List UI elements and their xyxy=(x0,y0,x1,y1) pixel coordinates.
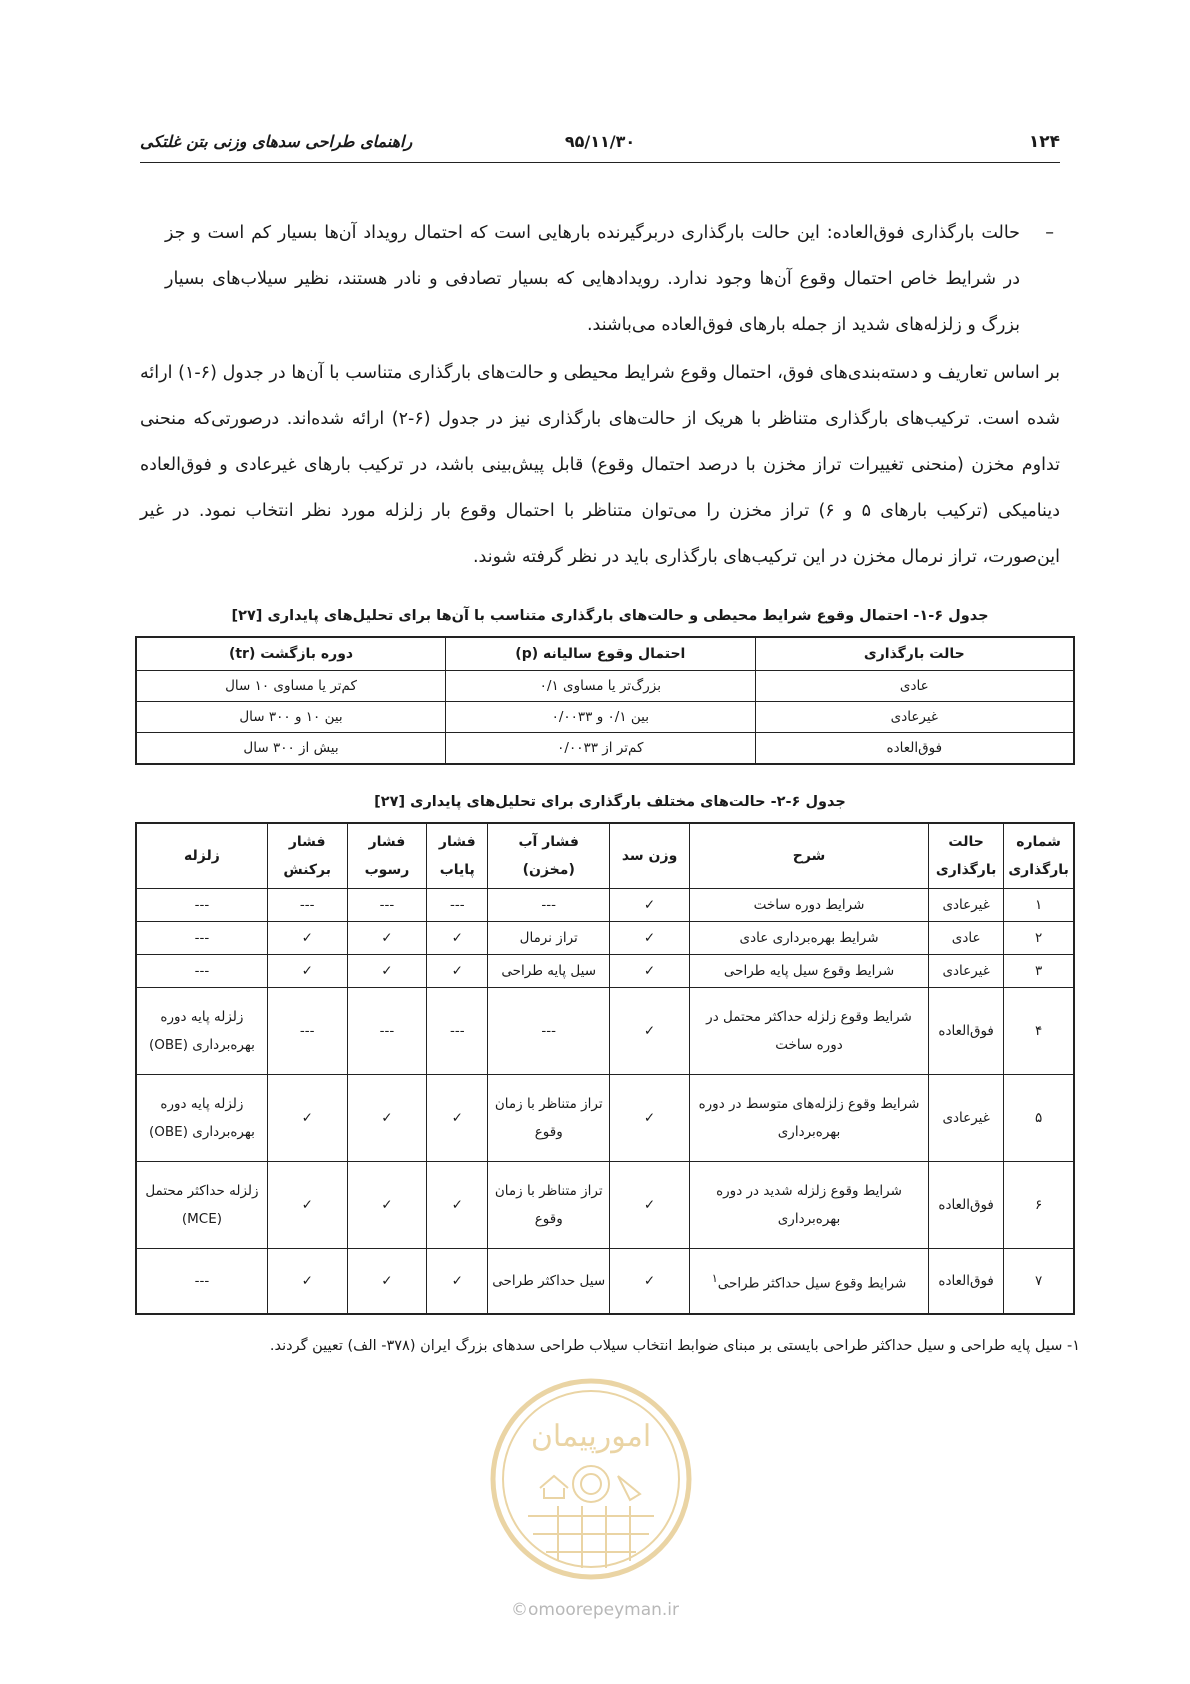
body-paragraph: بر اساس تعاریف و دسته‌بندی‌های فوق، احتمال وقوع شرایط محیطی و حالت‌های بارگذاری متناسب با آن‌ها در جدول (۶-۱) ارائه شده است. ترکیب‌های بارگذاری متناظر با هریک از حالت‌های بارگذاری نیز در جدول (۶-۲) ارائه شده‌اند. درصورتی‌که منحنی تداوم مخزن (منحنی تغییرات تراز مخزن با درصد احتمال وقوع) قابل پیش‌بینی باشد، در ترکیب بارهای غیرعادی و فوق‌العاده دینامیکی (ترکیب بارهای ۵ و ۶) تراز مخزن را می‌توان متناظر با احتمال وقوع بار زلزله مورد نظر انتخاب نمود. در غیر این‌صورت، تراز نرمال مخزن در این ترکیب‌های بارگذاری باید در نظر گرفته شوند. xyxy=(140,363,1061,567)
table2-header-row xyxy=(136,823,1074,889)
row7-description: شرایط وقوع سیل حداکثر طراحی xyxy=(717,1275,907,1292)
table-cell xyxy=(689,1249,928,1315)
table-cell: عادی xyxy=(755,671,1074,702)
table-cell: --- xyxy=(267,889,347,922)
table2-header: فشار رسوب xyxy=(347,823,427,889)
check-cell: ✓ xyxy=(267,1075,347,1162)
table-cell: شرایط وقوع زلزله‌های متوسط در دوره بهره‌برداری xyxy=(689,1075,928,1162)
header-date: ۹۵/۱۱/۳۰ xyxy=(564,132,636,151)
check-cell: ✓ xyxy=(267,1249,347,1315)
table-cell: غیرعادی xyxy=(929,955,1004,988)
table-cell: --- xyxy=(136,1249,267,1315)
table2-header: فشار آب (مخزن) xyxy=(488,823,610,889)
check-cell: ✓ xyxy=(427,1075,488,1162)
table-cell: بزرگ‌تر یا مساوی ۰/۱ xyxy=(446,671,756,702)
table2-header: وزن سد xyxy=(610,823,690,889)
table-row xyxy=(136,988,1074,1075)
table-cell: ۵ xyxy=(1004,1075,1074,1162)
table-cell: ۷ xyxy=(1004,1249,1074,1315)
table-cell: --- xyxy=(136,955,267,988)
watermark-seal-icon xyxy=(488,1376,694,1582)
book-title: راهنمای طراحی سدهای وزنی بتن غلتکی xyxy=(140,132,413,151)
table-cell: --- xyxy=(347,988,427,1075)
table1-header: احتمال وقوع سالیانه (p) xyxy=(446,637,756,671)
check-cell: ✓ xyxy=(267,955,347,988)
table-cell: --- xyxy=(427,889,488,922)
table-cell: ۳ xyxy=(1004,955,1074,988)
watermark-copyright-icon: © xyxy=(510,1600,528,1620)
table2-header: زلزله xyxy=(136,823,267,889)
table-cell: شرایط وقوع زلزله حداکثر محتمل در دوره ساخت xyxy=(689,988,928,1075)
table2-header: شرح xyxy=(689,823,928,889)
table-cell: عادی xyxy=(929,922,1004,955)
table-cell: --- xyxy=(488,988,610,1075)
table-cell: ۲ xyxy=(1004,922,1074,955)
table-footnote: ۱- سیل پایه طراحی و سیل حداکثر طراحی بایستی بر مبنای ضوابط انتخاب سیلاب طراحی سدهای بزرگ ایران (۳۷۸- الف) تعیین گردند. xyxy=(269,1338,1080,1354)
table1-caption: جدول ۶-۱- احتمال وقوع شرایط محیطی و حالت‌های بارگذاری متناسب با آن‌ها برای تحلیل‌های پایداری [۲۷] xyxy=(231,608,989,624)
table2-header: شماره بارگذاری xyxy=(1004,823,1074,889)
header-rule xyxy=(140,162,1060,163)
check-cell: ✓ xyxy=(427,955,488,988)
table1-header-row xyxy=(136,637,1074,671)
table-cell: زلزله پایه دوره بهره‌برداری (OBE) xyxy=(136,1075,267,1162)
check-cell: ✓ xyxy=(610,922,690,955)
table1-header: حالت بارگذاری xyxy=(755,637,1074,671)
bullet-dash: – xyxy=(1045,223,1054,243)
footnote-mark[interactable]: ۱ xyxy=(711,1271,718,1285)
check-cell: ✓ xyxy=(610,1162,690,1249)
table2-caption: جدول ۶-۲- حالت‌های مختلف بارگذاری برای تحلیل‌های پایداری [۲۷] xyxy=(374,794,846,810)
table-cell: --- xyxy=(347,889,427,922)
table-cell: شرایط دوره ساخت xyxy=(689,889,928,922)
table-cell: --- xyxy=(136,889,267,922)
table1-header: دوره بازگشت (tr) xyxy=(136,637,446,671)
table-cell: غیرعادی xyxy=(929,1075,1004,1162)
table-cell: زلزله پایه دوره بهره‌برداری (OBE) xyxy=(136,988,267,1075)
check-cell: ✓ xyxy=(610,955,690,988)
check-cell: ✓ xyxy=(347,1162,427,1249)
bullet-paragraph xyxy=(165,210,1054,348)
table2-header: حالت بارگذاری xyxy=(929,823,1004,889)
page-number: ۱۲۴ xyxy=(1028,132,1060,152)
bullet-text: حالت بارگذاری فوق‌العاده: این حالت بارگذاری دربرگیرنده بارهایی است که احتمال رویداد آن‌ها بسیار کم است و جز در شرایط خاص احتمال وقوع آن‌ها وجود ندارد. رویدادهایی که بسیار تصادفی و نادر هستند، نظیر سیلاب‌های بسیار بزرگ و زلزله‌های شدید از جمله بارهای فوق‌العاده می‌باشند. xyxy=(165,223,1020,335)
page-header xyxy=(140,128,1060,158)
table-cell: کم‌تر از ۰/۰۰۳۳ xyxy=(446,733,756,765)
check-cell: ✓ xyxy=(267,1162,347,1249)
table-row xyxy=(136,733,1074,765)
table-cell: --- xyxy=(488,889,610,922)
table-cell: شرایط وقوع زلزله شدید در دوره بهره‌برداری xyxy=(689,1162,928,1249)
check-cell: ✓ xyxy=(347,955,427,988)
table-cell: تراز متناظر با زمان وقوع xyxy=(488,1162,610,1249)
table-row xyxy=(136,1249,1074,1315)
table-row xyxy=(136,671,1074,702)
table-row xyxy=(136,1162,1074,1249)
table2 xyxy=(135,822,1075,1315)
table-cell: --- xyxy=(427,988,488,1075)
table-cell: ۱ xyxy=(1004,889,1074,922)
table-row xyxy=(136,889,1074,922)
table-cell: زلزله حداکثر محتمل (MCE) xyxy=(136,1162,267,1249)
check-cell: ✓ xyxy=(427,1162,488,1249)
check-cell: ✓ xyxy=(427,922,488,955)
table-cell: --- xyxy=(267,988,347,1075)
table-cell: بین ۱۰ و ۳۰۰ سال xyxy=(136,702,446,733)
table-row xyxy=(136,702,1074,733)
check-cell: ✓ xyxy=(610,889,690,922)
check-cell: ✓ xyxy=(610,1249,690,1315)
table-cell: فوق‌العاده xyxy=(755,733,1074,765)
check-cell: ✓ xyxy=(347,922,427,955)
check-cell: ✓ xyxy=(347,1075,427,1162)
check-cell: ✓ xyxy=(347,1249,427,1315)
table-cell: بین ۰/۱ و ۰/۰۰۳۳ xyxy=(446,702,756,733)
watermark-url-text: omoorepeyman.ir xyxy=(527,1600,680,1620)
check-cell: ✓ xyxy=(267,922,347,955)
table-row xyxy=(136,1075,1074,1162)
table-cell: غیرعادی xyxy=(755,702,1074,733)
table-cell: فوق‌العاده xyxy=(929,1162,1004,1249)
watermark-logo xyxy=(488,1376,694,1582)
table2-header: فشار برکنش xyxy=(267,823,347,889)
table-cell: سیل پایه طراحی xyxy=(488,955,610,988)
table2-header: فشار پایاب xyxy=(427,823,488,889)
table-cell: شرایط بهره‌برداری عادی xyxy=(689,922,928,955)
table-cell: ۶ xyxy=(1004,1162,1074,1249)
table-cell: سیل حداکثر طراحی xyxy=(488,1249,610,1315)
check-cell: ✓ xyxy=(610,1075,690,1162)
table-cell: ۴ xyxy=(1004,988,1074,1075)
table-cell: شرایط وقوع سیل پایه طراحی xyxy=(689,955,928,988)
table1 xyxy=(135,636,1075,765)
watermark-logo-text: امورپیمان xyxy=(530,1419,652,1454)
check-cell: ✓ xyxy=(427,1249,488,1315)
table-cell: تراز نرمال xyxy=(488,922,610,955)
table-cell: تراز متناظر با زمان وقوع xyxy=(488,1075,610,1162)
table-cell: فوق‌العاده xyxy=(929,988,1004,1075)
table-cell: --- xyxy=(136,922,267,955)
watermark-url xyxy=(0,1600,1190,1620)
check-cell: ✓ xyxy=(610,988,690,1075)
table-cell: فوق‌العاده xyxy=(929,1249,1004,1315)
table-cell: بیش از ۳۰۰ سال xyxy=(136,733,446,765)
table-cell: کم‌تر یا مساوی ۱۰ سال xyxy=(136,671,446,702)
table-row xyxy=(136,955,1074,988)
table-cell: غیرعادی xyxy=(929,889,1004,922)
table-row xyxy=(136,922,1074,955)
